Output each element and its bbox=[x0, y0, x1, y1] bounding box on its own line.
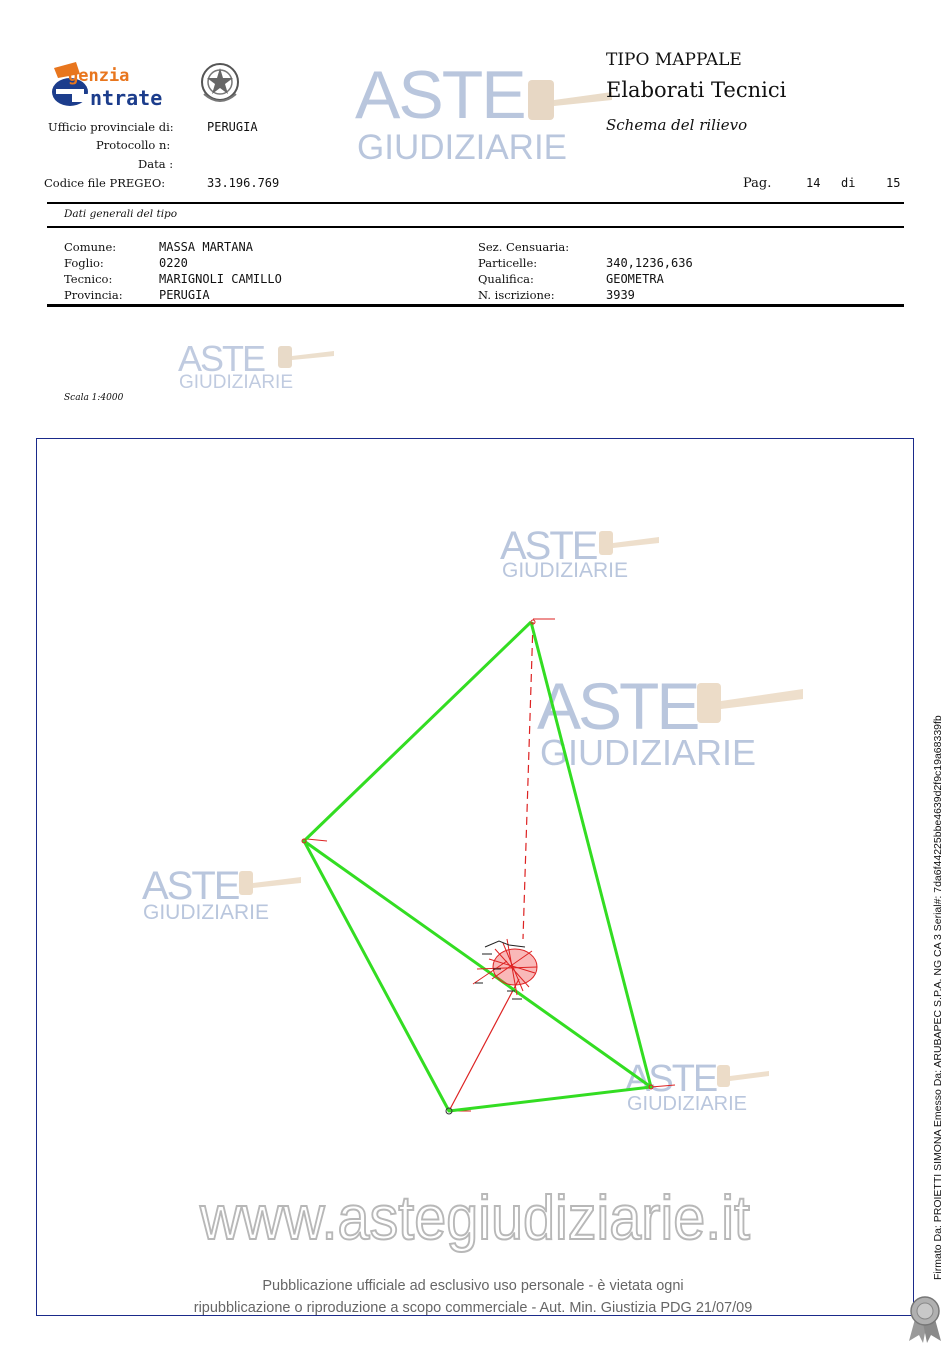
watermark-giudiziarie-text: GIUDIZIARIE bbox=[540, 732, 757, 773]
particelle-value: 340,1236,636 bbox=[606, 256, 693, 270]
qualifica-value: GEOMETRA bbox=[606, 272, 664, 286]
comune-value: MASSA MARTANA bbox=[159, 240, 253, 254]
gavel-icon bbox=[520, 70, 615, 130]
page-number: 14 bbox=[806, 176, 821, 190]
logo-text-line1: genzia bbox=[68, 66, 130, 86]
comune-label: Comune: bbox=[64, 240, 117, 254]
page-total: 15 bbox=[886, 176, 901, 190]
watermark-logo-small bbox=[178, 338, 348, 398]
particelle-label: Particelle: bbox=[478, 256, 538, 270]
watermark-aste-text: ASTE bbox=[178, 338, 265, 379]
doc-section: Schema del rilievo bbox=[606, 116, 748, 134]
watermark-aste-text: ASTE bbox=[625, 1058, 717, 1100]
doc-subtitle: Elaborati Tecnici bbox=[606, 78, 787, 102]
codice-value: 33.196.769 bbox=[207, 176, 280, 190]
watermark-giudiziarie-text: GIUDIZIARIE bbox=[627, 1093, 748, 1115]
ufficio-value: PERUGIA bbox=[207, 120, 258, 134]
watermark-giudiziarie-text: GIUDIZIARIE bbox=[502, 559, 629, 582]
gavel-icon bbox=[274, 342, 336, 372]
watermark-giudiziarie-text: GIUDIZIARIE bbox=[357, 128, 568, 167]
watermark-logo-top bbox=[355, 56, 615, 176]
sezione-label: Sez. Censuaria: bbox=[478, 240, 570, 254]
watermark-map-1 bbox=[500, 524, 659, 582]
ufficio-label: Ufficio provinciale di: bbox=[48, 120, 174, 134]
republic-emblem-icon bbox=[198, 60, 242, 108]
divider-bottom bbox=[47, 304, 904, 307]
data-label: Data : bbox=[138, 157, 174, 171]
survey-scheme bbox=[37, 439, 913, 1315]
watermark-map-2 bbox=[537, 669, 803, 773]
iscrizione-value: 3939 bbox=[606, 288, 635, 302]
foglio-value: 0220 bbox=[159, 256, 188, 270]
qualifica-label: Qualifica: bbox=[478, 272, 534, 286]
tecnico-label: Tecnico: bbox=[64, 272, 113, 286]
watermark-giudiziarie-text: GIUDIZIARIE bbox=[143, 901, 270, 924]
logo-text-line2: ntrate bbox=[90, 86, 163, 110]
foglio-label: Foglio: bbox=[64, 256, 104, 270]
tecnico-value: MARIGNOLI CAMILLO bbox=[159, 272, 282, 286]
agenzia-entrate-logo bbox=[46, 60, 246, 114]
watermark-aste-text: ASTE bbox=[142, 864, 239, 908]
watermark-aste-text: ASTE bbox=[355, 57, 525, 133]
codice-label: Codice file PREGEO: bbox=[44, 176, 166, 190]
protocollo-label: Protocollo n: bbox=[96, 138, 171, 152]
survey-points-cluster bbox=[473, 939, 537, 999]
digital-signature-text: Firmato Da: PROIETTI SIMONA Emesso Da: ARUBAPEC S.P.A. NG CA 3 Serial#: 7da6f44225bbe4639d2f9c19a68339fb bbox=[932, 715, 944, 1280]
watermark-aste-text: ASTE bbox=[500, 524, 597, 568]
watermark-aste-text: ASTE bbox=[537, 669, 698, 743]
iscrizione-label: N. iscrizione: bbox=[478, 288, 555, 302]
watermark-map-3 bbox=[142, 864, 301, 924]
page-label: Pag. bbox=[743, 176, 772, 191]
general-heading: Dati generali del tipo bbox=[64, 208, 178, 220]
certified-seal-icon bbox=[905, 1295, 945, 1343]
scale-label: Scala 1:4000 bbox=[64, 393, 124, 403]
watermark-site-url: www.astegiudiziarie.it bbox=[199, 1184, 751, 1253]
survey-map-frame bbox=[36, 438, 914, 1316]
notice-line1: Pubblicazione ufficiale ad esclusivo uso personale - è vietata ogni bbox=[262, 1278, 684, 1294]
divider-mid bbox=[47, 226, 904, 228]
doc-type-title: TIPO MAPPALE bbox=[606, 50, 742, 70]
page-of-label: di bbox=[841, 176, 856, 190]
watermark-giudiziarie-text: GIUDIZIARIE bbox=[179, 372, 294, 393]
notice-line2: ripubblicazione o riproduzione a scopo commerciale - Aut. Min. Giustizia PDG 21/07/09 bbox=[193, 1300, 753, 1315]
provincia-label: Provincia: bbox=[64, 288, 123, 302]
provincia-value: PERUGIA bbox=[159, 288, 210, 302]
divider-top bbox=[47, 202, 904, 204]
